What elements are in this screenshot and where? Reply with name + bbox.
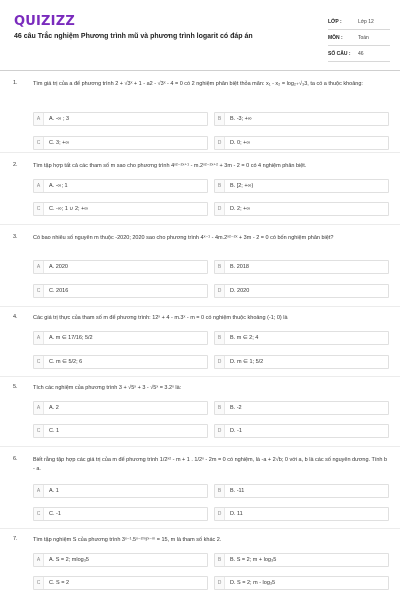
option-text: D. 0; +∞ xyxy=(230,140,251,146)
option-text: A. 1 xyxy=(49,488,59,494)
option-letter: D xyxy=(215,577,225,589)
option-text: C. -∞; 1 ∪ 2; +∞ xyxy=(49,206,89,212)
question-divider xyxy=(0,306,400,307)
option-letter: B xyxy=(215,113,225,125)
question-number: 1. xyxy=(13,80,18,86)
option-c[interactable] xyxy=(33,355,208,369)
meta-value: Toán xyxy=(358,34,369,41)
option-text: D. S = 2; m - log₃5 xyxy=(230,580,276,586)
header-divider xyxy=(0,70,400,71)
question-divider xyxy=(0,446,400,447)
option-letter: A xyxy=(34,113,44,125)
option-a[interactable] xyxy=(33,331,208,345)
option-text: A. 2020 xyxy=(49,264,68,270)
option-a[interactable] xyxy=(33,484,208,498)
option-letter: C xyxy=(34,508,44,520)
question-text: Tìm tập nghiệm S của phương trình 3ˣ⁻¹.5ˣ⁻²ᵐ/ˣ⁻ᵐ = 15, m là tham số khác 2. xyxy=(33,537,222,543)
option-text: D. 11 xyxy=(230,511,243,517)
option-letter: C xyxy=(34,425,44,437)
option-letter: B xyxy=(215,485,225,497)
option-text: C. 3; +∞ xyxy=(49,140,70,146)
question-text: Tích các nghiệm của phương trình 3 + √5ˣ + 3 - √5ˣ = 3.2ˣ là: xyxy=(33,385,182,391)
meta-table xyxy=(328,14,390,62)
option-d[interactable] xyxy=(214,507,389,521)
option-letter: D xyxy=(215,508,225,520)
option-text: D. -1 xyxy=(230,428,242,434)
option-text: B. [2; +∞) xyxy=(230,183,254,189)
option-d[interactable] xyxy=(214,136,389,150)
meta-value: 46 xyxy=(358,50,364,57)
question-text: Tìm giá trị của a để phương trình 2 + √3ˣ + 1 - a2 - √3ˣ - 4 = 0 có 2 nghiệm phân biệt thỏa mãn: x₁ - x₂ = log₂₊√₃3, ta có a thuộc khoảng: xyxy=(33,81,363,87)
option-a[interactable] xyxy=(33,179,208,193)
option-text: D. 2020 xyxy=(230,288,250,294)
option-b[interactable] xyxy=(214,179,389,193)
option-letter: D xyxy=(215,285,225,297)
page-header xyxy=(0,0,400,70)
option-text: B. m ∈ 2; 4 xyxy=(230,335,259,341)
meta-row-subject xyxy=(328,30,390,46)
option-letter: C xyxy=(34,203,44,215)
option-letter: D xyxy=(215,203,225,215)
option-text: A. 2 xyxy=(49,405,59,411)
option-c[interactable] xyxy=(33,284,208,298)
option-a[interactable] xyxy=(33,553,208,567)
option-letter: B xyxy=(215,261,225,273)
option-d[interactable] xyxy=(214,576,389,590)
question-divider xyxy=(0,376,400,377)
meta-key: LỚP : xyxy=(328,18,342,25)
question-text: Tìm tập hợp tất cả các tham số m sao cho phương trình 4ˣ²⁻²ˣ⁺¹ - m.2ˣ²⁻²ˣ⁺² + 3m - 2 = 0 có 4 nghiệm phân biệt. xyxy=(33,163,307,169)
question-number: 6. xyxy=(13,456,18,462)
option-text: D. m ∈ 1; 5/2 xyxy=(230,359,264,365)
option-letter: C xyxy=(34,356,44,368)
option-b[interactable] xyxy=(214,484,389,498)
option-c[interactable] xyxy=(33,507,208,521)
question-number: 7. xyxy=(13,536,18,542)
option-text: C. 2016 xyxy=(49,288,69,294)
question-number: 5. xyxy=(13,384,18,390)
option-c[interactable] xyxy=(33,136,208,150)
option-letter: A xyxy=(34,261,44,273)
option-a[interactable] xyxy=(33,260,208,274)
question-text: Các giá trị thực của tham số m để phương trình: 12ˣ + 4 - m.3ˣ - m = 0 có nghiệm thuộc khoảng (-1; 0) là xyxy=(33,315,288,321)
option-letter: B xyxy=(215,332,225,344)
option-text: C. -1 xyxy=(49,511,61,517)
option-text: D. 2; +∞ xyxy=(230,206,251,212)
option-b[interactable] xyxy=(214,260,389,274)
option-b[interactable] xyxy=(214,112,389,126)
question-number: 4. xyxy=(13,314,18,320)
option-d[interactable] xyxy=(214,284,389,298)
meta-key: SỐ CÂU : xyxy=(328,50,351,57)
option-text: A. S = 2; mlog₃5 xyxy=(49,557,89,563)
option-a[interactable] xyxy=(33,401,208,415)
option-letter: C xyxy=(34,285,44,297)
option-letter: B xyxy=(215,402,225,414)
option-letter: D xyxy=(215,425,225,437)
option-b[interactable] xyxy=(214,553,389,567)
option-d[interactable] xyxy=(214,202,389,216)
option-text: A. -∞; 1 xyxy=(49,183,68,189)
question-divider xyxy=(0,224,400,225)
question-divider xyxy=(0,152,400,153)
option-c[interactable] xyxy=(33,202,208,216)
meta-row-grade xyxy=(328,14,390,30)
question-number: 3. xyxy=(13,234,18,240)
option-letter: A xyxy=(34,332,44,344)
option-letter: A xyxy=(34,180,44,192)
option-text: A. -∞ ; 3 xyxy=(49,116,70,122)
option-c[interactable] xyxy=(33,576,208,590)
option-letter: C xyxy=(34,577,44,589)
option-d[interactable] xyxy=(214,355,389,369)
option-text: C. 1 xyxy=(49,428,60,434)
option-letter: B xyxy=(215,554,225,566)
meta-row-count xyxy=(328,46,390,62)
page-title: 46 câu Trắc nghiệm Phương trình mũ và phương trình logarit có đáp án xyxy=(14,33,253,40)
option-letter: A xyxy=(34,554,44,566)
question-divider xyxy=(0,528,400,529)
quizizz-logo: QUIZIZZ xyxy=(14,14,75,29)
option-b[interactable] xyxy=(214,331,389,345)
option-letter: A xyxy=(34,485,44,497)
option-d[interactable] xyxy=(214,424,389,438)
meta-value: Lớp 12 xyxy=(358,18,374,25)
option-text: B. -2 xyxy=(230,405,242,411)
option-c[interactable] xyxy=(33,424,208,438)
question-text: Có bao nhiêu số nguyên m thuộc -2020; 2020 sao cho phương trình 4ˣ⁻¹ - 4m.2ˣ²⁻²ˣ + 3m - 2 = 0 có bốn nghiệm phân biệt? xyxy=(33,235,334,241)
meta-key: MÔN : xyxy=(328,34,343,41)
option-text: B. 2018 xyxy=(230,264,249,270)
question-number: 2. xyxy=(13,162,18,168)
option-letter: B xyxy=(215,180,225,192)
question-text: Biết rằng tập hợp các giá trị của m để phương trình 1/2ˣ² - m + 1 . 1/2ˣ - 2m = 0 có nghiệm, là -a + 2√b; 0 với a, b là các số nguyên dương. Tính b - a. xyxy=(33,457,388,472)
option-text: B. -3; +∞ xyxy=(230,116,252,122)
option-text: C. S = 2 xyxy=(49,580,70,586)
option-text: C. m ∈ 5/2; 6 xyxy=(49,359,83,365)
option-letter: A xyxy=(34,402,44,414)
option-a[interactable] xyxy=(33,112,208,126)
option-b[interactable] xyxy=(214,401,389,415)
option-letter: D xyxy=(215,137,225,149)
option-letter: D xyxy=(215,356,225,368)
option-text: B. -11 xyxy=(230,488,245,494)
option-text: B. S = 2; m + log₃5 xyxy=(230,557,277,563)
option-text: A. m ∈ 17/16; 5/2 xyxy=(49,335,93,341)
option-letter: C xyxy=(34,137,44,149)
